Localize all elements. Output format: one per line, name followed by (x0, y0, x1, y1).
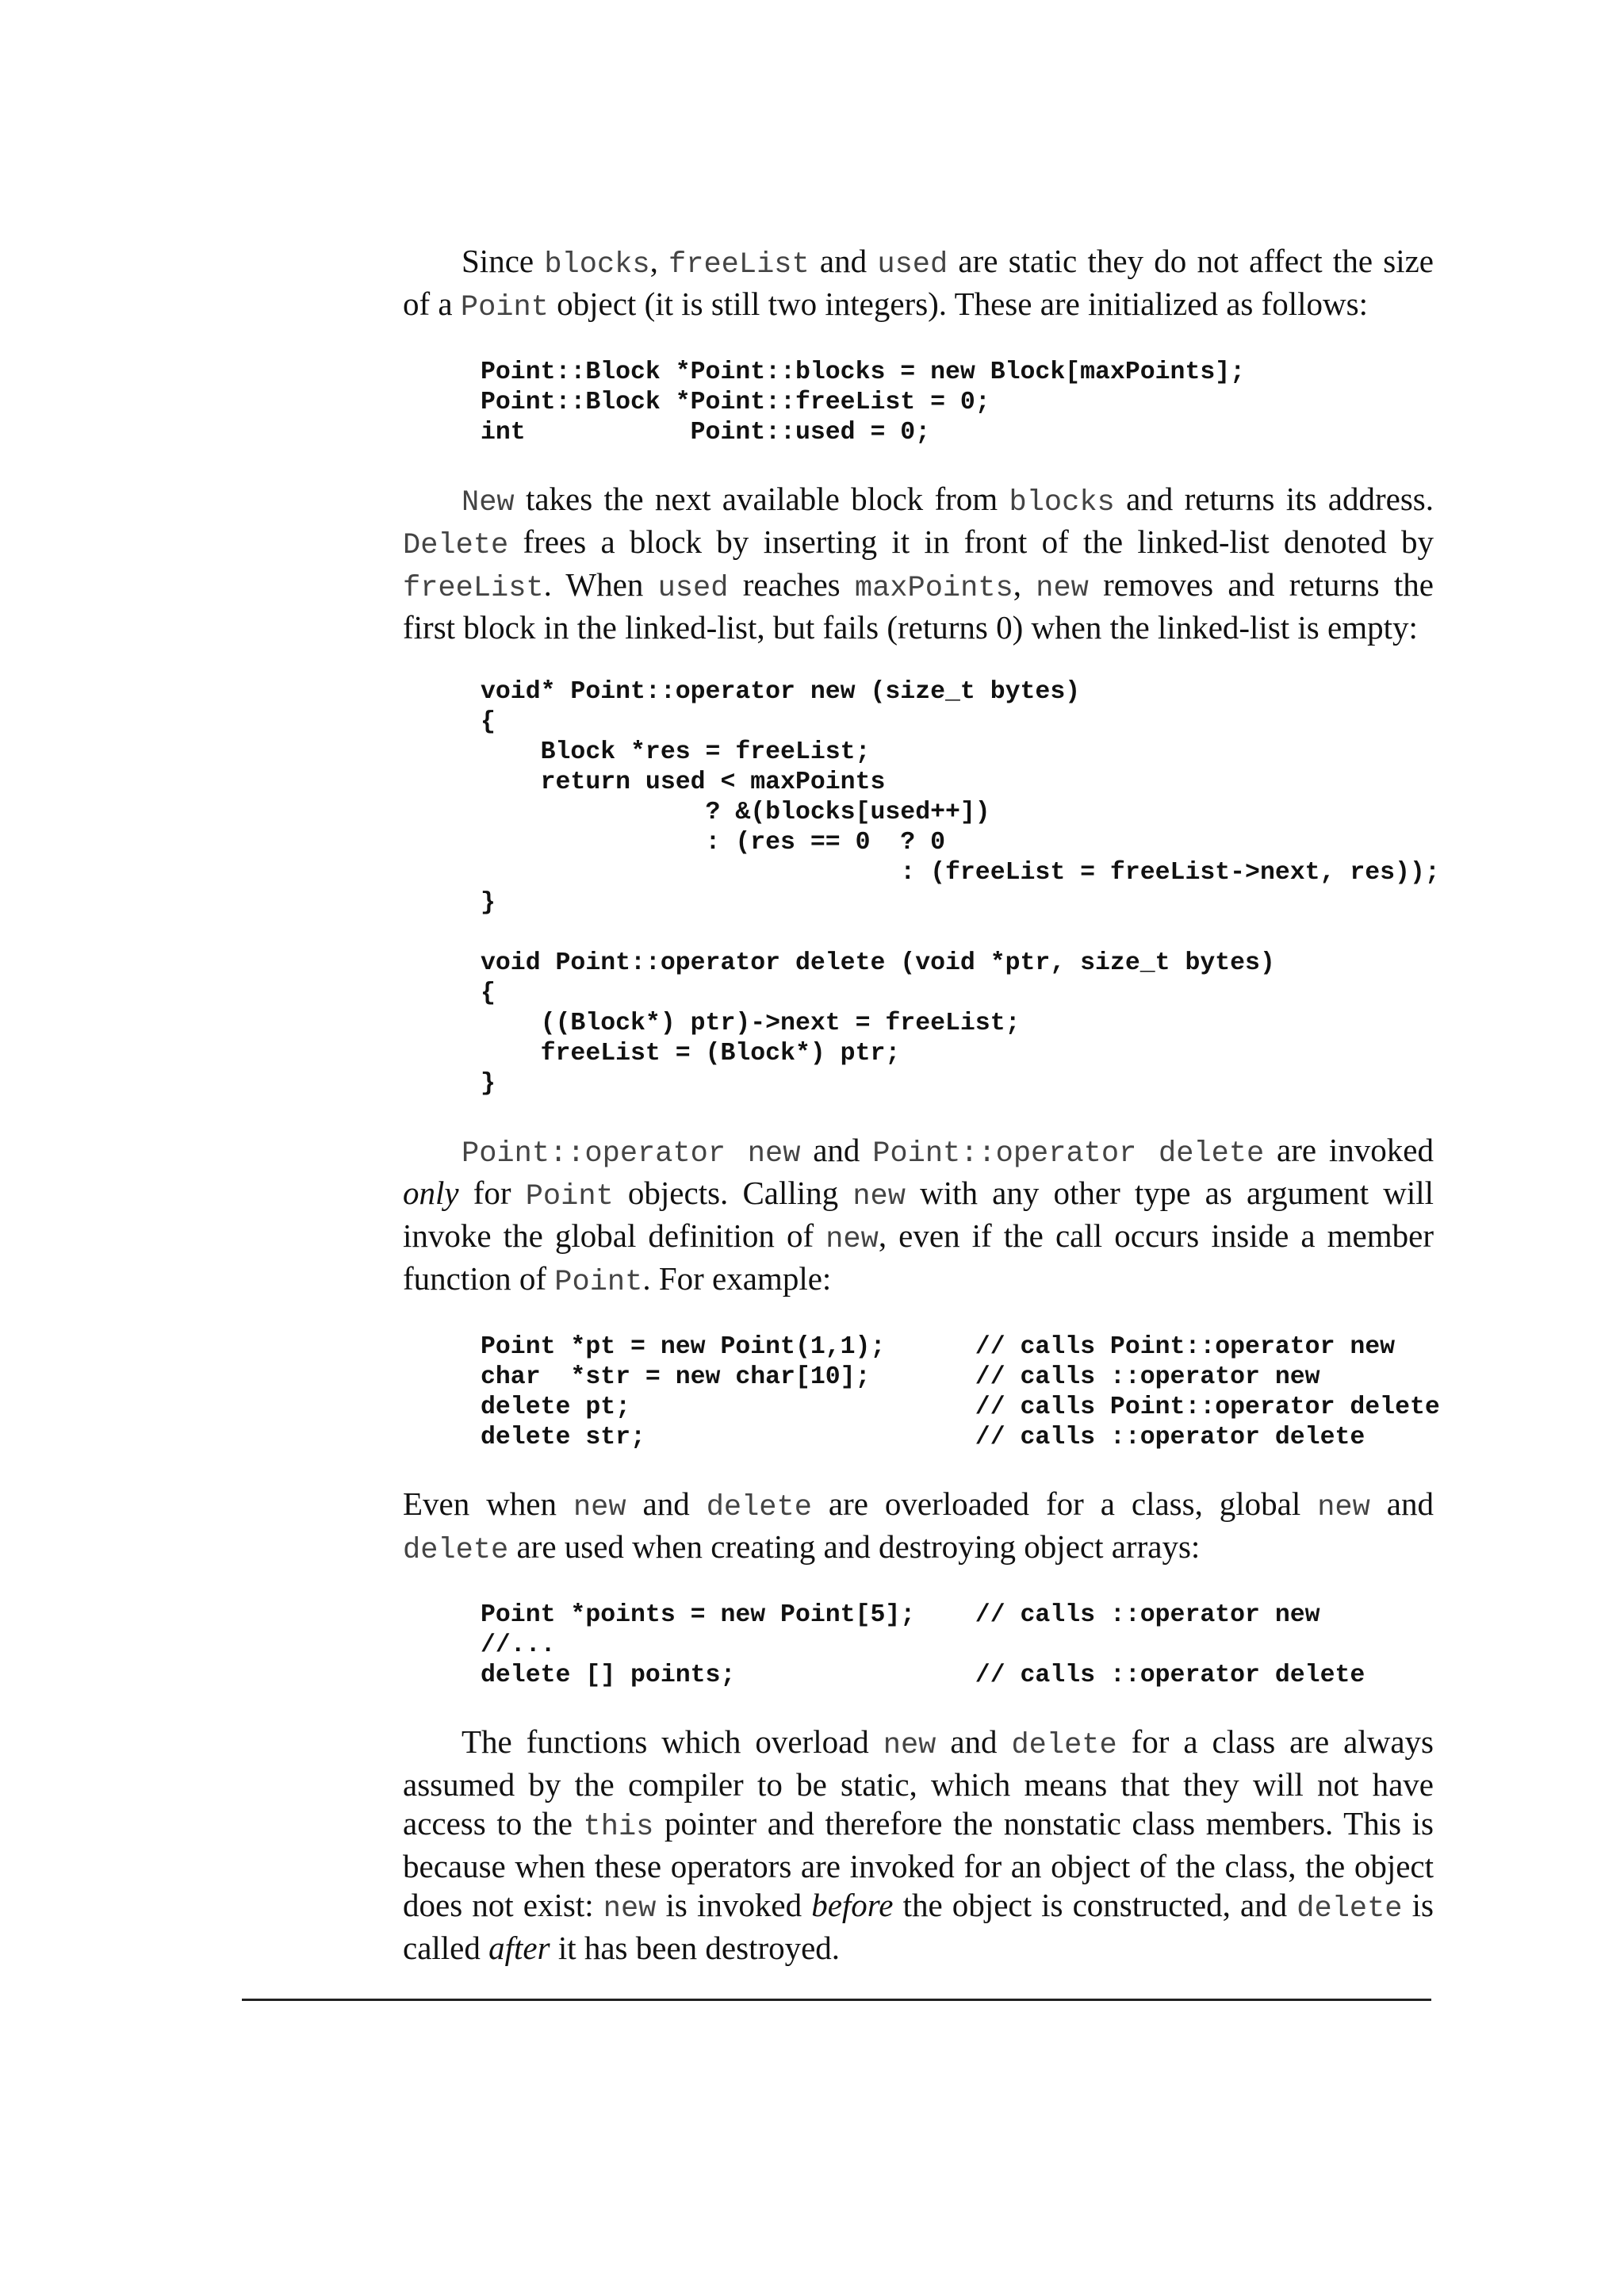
emphasis: before (811, 1887, 894, 1923)
text: Even when (403, 1485, 573, 1522)
code-line (481, 918, 1434, 949)
inline-code: Point (525, 1180, 614, 1213)
text: object (it is still two integers). These are initialized as follows: (548, 286, 1368, 322)
inline-code: delete (1297, 1892, 1403, 1926)
code-block-array-calls (403, 1600, 1434, 1691)
code-line: { (481, 708, 496, 736)
code-line: } (481, 889, 496, 917)
text: are overloaded for a class, global (811, 1485, 1318, 1522)
text: are used when creating and destroying object arrays: (508, 1528, 1201, 1565)
text: and returns its address. (1114, 481, 1434, 517)
code-line: int Point::used = 0; (481, 419, 931, 447)
inline-code: freeList (668, 248, 810, 282)
inline-code: new (852, 1180, 906, 1213)
inline-code: Point::operator new (462, 1137, 801, 1171)
inline-code: Point (554, 1266, 643, 1299)
paragraph-invocation-scope (403, 1131, 1434, 1302)
code-line: ((Block*) ptr)->next = freeList; (481, 1010, 1021, 1037)
code-line: return used < maxPoints (481, 769, 886, 796)
text: removes and returns the first block in the linked-list, but fails (returns 0) when the linked-list is empty: (403, 566, 1434, 646)
code-line: : (res == 0 ? 0 (481, 829, 945, 857)
inline-code: this (583, 1811, 654, 1844)
code-line: //... (481, 1631, 556, 1659)
code-block-operator-definitions (403, 677, 1440, 1099)
text: is invoked (656, 1887, 812, 1923)
code-line: delete pt; // calls Point::operator delete (481, 1393, 1440, 1421)
paragraph-new-delete-behavior (403, 480, 1434, 647)
inline-code: used (877, 248, 948, 282)
code-line: freeList = (Block*) ptr; (481, 1040, 901, 1068)
text: and (1369, 1485, 1434, 1522)
paragraph-static-assumption (403, 1723, 1434, 1968)
text: . For example: (642, 1260, 832, 1297)
inline-code: Point (460, 291, 549, 324)
inline-code: new (883, 1729, 936, 1762)
text: for a class are always assumed by the compiler to be static, which means that they will not have access to the (403, 1723, 1434, 1842)
text: and (626, 1485, 707, 1522)
text: , (649, 243, 669, 279)
text: , even if the call occurs inside a member function of (403, 1217, 1434, 1297)
text: and (936, 1723, 1012, 1760)
code-block-example-calls (403, 1332, 1440, 1453)
text: , (1013, 566, 1036, 603)
text: pointer and therefore the nonstatic class members. This is because when these operators are invoked for an object of the class, the object does not exist: (403, 1805, 1434, 1923)
code-line: Point::Block *Point::blocks = new Block[maxPoints]; (481, 358, 1246, 386)
text: takes the next available block from (514, 481, 1009, 517)
page-content (403, 242, 1440, 1968)
inline-code: delete (403, 1534, 509, 1567)
inline-code: new (825, 1223, 879, 1256)
text: Since (462, 243, 545, 279)
text: and (809, 243, 878, 279)
code-block-initialization (403, 358, 1434, 448)
code-line: void* Point::operator new (size_t bytes) (481, 678, 1081, 706)
text: it has been destroyed. (550, 1930, 841, 1966)
inline-code: Delete (403, 529, 509, 562)
code-line: Point *pt = new Point(1,1); // calls Point::operator new (481, 1333, 1396, 1361)
text: . When (543, 566, 658, 603)
inline-code: new (1036, 572, 1089, 605)
inline-code: blocks (1009, 486, 1115, 519)
text: are static they do not affect the size of a (403, 243, 1434, 322)
inline-code: delete (706, 1491, 812, 1524)
inline-code: freeList (403, 572, 544, 605)
inline-code: delete (1011, 1729, 1117, 1762)
text: reaches (728, 566, 855, 603)
text: frees a block by inserting it in front of the linked-list denoted by (508, 523, 1434, 560)
text: are invoked (1264, 1132, 1434, 1168)
code-line: Point *points = new Point[5]; // calls ::operator new (481, 1601, 1320, 1629)
text: the object is constructed, and (893, 1887, 1297, 1923)
text: with any other type as argument will invoke the global definition of (403, 1175, 1434, 1254)
footer-rule (242, 1999, 1431, 2001)
code-line: } (481, 1070, 496, 1098)
text: objects. Calling (613, 1175, 853, 1211)
paragraph-static-members (403, 242, 1434, 328)
code-line: Point::Block *Point::freeList = 0; (481, 389, 990, 416)
emphasis: only (403, 1175, 459, 1211)
inline-code: new (1317, 1491, 1370, 1524)
paragraph-object-arrays (403, 1485, 1434, 1570)
code-line: : (freeList = freeList->next, res)); (481, 859, 1440, 887)
code-line: { (481, 979, 496, 1007)
text: for (458, 1175, 526, 1211)
text: The functions which overload (462, 1723, 883, 1760)
code-line: delete [] points; // calls ::operator delete (481, 1662, 1365, 1689)
code-line: Block *res = freeList; (481, 738, 871, 766)
emphasis: after (488, 1930, 550, 1966)
code-line: delete str; // calls ::operator delete (481, 1424, 1365, 1451)
inline-code: blocks (544, 248, 650, 282)
inline-code: Point::operator delete (872, 1137, 1265, 1171)
inline-code: new (573, 1491, 626, 1524)
inline-code: new (603, 1892, 657, 1926)
inline-code: used (657, 572, 729, 605)
inline-code: maxPoints (854, 572, 1013, 605)
code-line: void Point::operator delete (void *ptr, size_t bytes) (481, 949, 1275, 977)
text: and (800, 1132, 873, 1168)
text: is called (403, 1887, 1434, 1966)
inline-code: New (462, 486, 515, 519)
code-line: char *str = new char[10]; // calls ::operator new (481, 1363, 1320, 1391)
code-line: ? &(blocks[used++]) (481, 799, 990, 826)
